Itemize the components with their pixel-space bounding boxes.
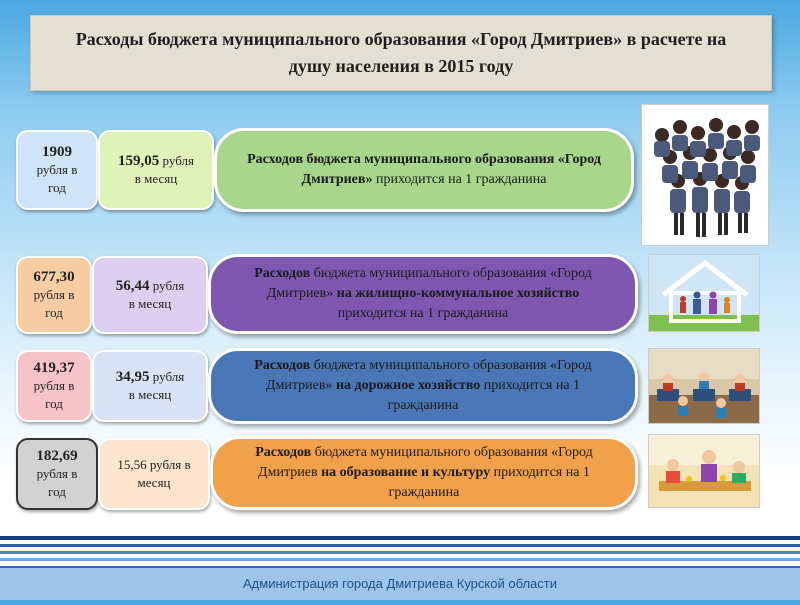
- month-value: 56,44: [115, 278, 150, 294]
- year-value: 677,30: [33, 269, 75, 285]
- month-unit-rest: в месяц: [134, 171, 178, 186]
- month-unit-rest: в месяц: [128, 296, 172, 311]
- expense-description: [208, 348, 638, 424]
- desc-part: приходится на 1 гражданина: [337, 306, 509, 321]
- desc-part: Расходов: [254, 266, 311, 281]
- desc-part: на жилищно-коммунальное хозяйство: [336, 286, 580, 301]
- year-value: 182,69: [36, 448, 78, 464]
- month-unit-rest: в месяц: [128, 387, 172, 402]
- desc-part: на образование и культуру: [321, 465, 491, 480]
- year-amount-box: [16, 438, 98, 510]
- year-value: 1909: [42, 144, 72, 160]
- classroom-photo: [648, 348, 760, 424]
- month-value: 34,95: [115, 369, 150, 385]
- desc-part: приходится на 1 гражданина: [388, 465, 590, 500]
- footer-organization: Администрация города Дмитриева Курской области: [243, 576, 557, 591]
- year-amount-box: [16, 350, 92, 422]
- year-value: 419,37: [33, 360, 75, 376]
- desc-part: бюджета муниципального образования «Город Дмитриев»: [266, 266, 592, 301]
- desc-part: Расходов: [254, 358, 311, 373]
- year-amount-box: [16, 130, 98, 210]
- expense-description: [210, 436, 638, 510]
- desc-part: приходится на 1 гражданина: [387, 378, 581, 413]
- desc-part: приходится на 1 гражданина: [372, 172, 547, 187]
- kindergarten-photo: [648, 434, 760, 508]
- family-house-photo: [648, 254, 760, 332]
- desc-part: Расходов: [255, 445, 312, 460]
- month-unit: рубля: [152, 278, 185, 293]
- crowd-photo: [641, 104, 769, 246]
- desc-part: Расходов бюджета муниципального образования «Город Дмитриев»: [247, 152, 601, 187]
- page-title: Расходы бюджета муниципального образования «Город Дмитриев» в расчете на душу населения в 2015 году: [30, 15, 772, 91]
- desc-part: бюджета муниципального образования «Город Дмитриев»: [265, 358, 592, 393]
- month-amount-box: [98, 130, 214, 210]
- month-amount-box: [92, 350, 208, 422]
- month-amount-box: [92, 256, 208, 334]
- year-unit: рубля в год: [36, 466, 78, 499]
- month-unit-rest: месяц: [137, 475, 171, 490]
- month-unit: рубля: [162, 153, 194, 168]
- month-value: 159,05: [118, 153, 160, 169]
- year-amount-box: [16, 256, 92, 334]
- month-amount-box: [98, 438, 210, 510]
- month-unit: рубля: [152, 369, 185, 384]
- expense-description: [214, 128, 634, 212]
- month-value: 15,56: [117, 457, 147, 472]
- expense-description: [208, 254, 638, 334]
- year-unit: рубля в год: [36, 162, 78, 195]
- desc-part: на дорожное хозяйство: [335, 378, 481, 393]
- desc-part: бюджета муниципального образования «Город Дмитриев: [258, 445, 593, 480]
- year-unit: рубля в год: [33, 287, 75, 320]
- year-unit: рубля в год: [33, 378, 75, 411]
- month-unit: рубля в: [149, 457, 191, 472]
